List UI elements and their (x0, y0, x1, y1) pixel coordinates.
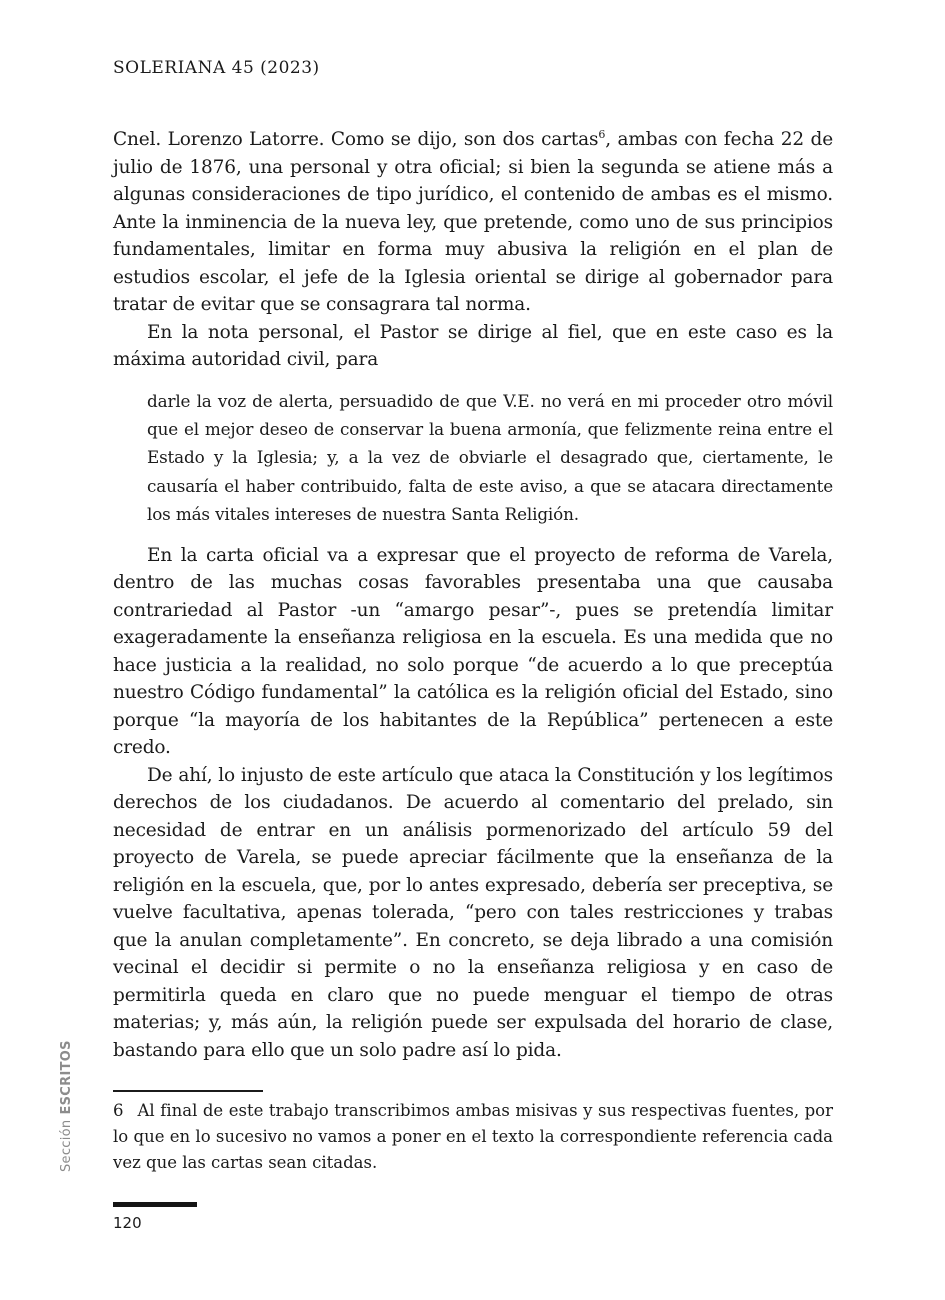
footnote-ref-marker: 6 (598, 127, 606, 141)
footnote-separator-rule (113, 1090, 263, 1092)
paragraph-text: Cnel. Lorenzo Latorre. Como se dijo, son dos cartas (113, 129, 599, 150)
paragraph-1 (113, 126, 833, 319)
footnote-number: 6 (113, 1101, 124, 1120)
paragraph-4: De ahí, lo injusto de este artículo que ataca la Constitución y los legítimos derechos de los ciudadanos. De acuerdo al comentario del prelado, sin necesidad de entrar en un análisis pormenorizado del artículo 59 del proyecto de Varela, se puede apreciar fácilmente que la enseñanza de la religión en la escuela, que, por lo antes expresado, debería ser preceptiva, se vuelve facultativa, apenas tolerada, “pero con tales restricciones y trabas que la anulan completamente”. En concreto, se deja librado a una comisión vecinal el decidir si permite o no la enseñanza religiosa y en caso de permitirla queda en claro que no puede menguar el tiempo de otras materias; y, más aún, la religión puede ser expulsada del horario de clase, bastando para ello que un solo padre así lo pida. (113, 764, 833, 1061)
block-quote: darle la voz de alerta, persuadido de que V.E. no verá en mi proceder otro móvil que el mejor deseo de conservar la buena armonía, que felizmente reina entre el Estado y la Iglesia; y, a la vez de obviarle el desagrado que, ciertamente, le causaría el haber contribuido, falta de este aviso, a que se atacara directamente los más vitales intereses de nuestra Santa Religión. (147, 390, 833, 525)
page-footer (113, 1202, 197, 1232)
body-text (113, 126, 833, 1064)
page-number: 120 (113, 1213, 142, 1232)
footnote (113, 1098, 833, 1176)
page-number-rule (113, 1202, 197, 1207)
section-word: Sección (59, 1119, 74, 1172)
paragraph-text: , ambas con fecha 22 de julio de 1876, una personal y otra oficial; si bien la segunda se atiene más a algunas consideraciones de tipo jurídico, el contenido de ambas es el mismo. Ante la inminencia de la nueva ley, que pretende, como uno de sus principios fundamentales, limitar en forma muy abusiva la religión en el plan de estudios escolar, el jefe de la Iglesia oriental se dirige al gobernador para tratar de evitar que se consagrara tal norma. (113, 129, 833, 315)
paragraph-3: En la carta oficial va a expresar que el proyecto de reforma de Varela, dentro de las muchas cosas favorables presentaba una que causaba contrariedad al Pastor -un “amargo pesar”-, pues se pretendía limitar exageradamente la enseñanza religiosa en la escuela. Es una medida que no hace justicia a la realidad, no solo porque “de acuerdo a lo que preceptúa nuestro Código fundamental” la católica es la religión oficial del Estado, sino porque “la mayoría de los habitantes de la República” pertenecen a este credo. (113, 544, 833, 759)
section-name: ESCRITOS (59, 1040, 74, 1115)
footnote-area (113, 1090, 833, 1176)
journal-title: SOLERIANA 45 (2023) (113, 58, 320, 78)
footnote-text: Al final de este trabajo transcribimos ambas misivas y sus respectivas fuentes, por lo que en lo sucesivo no vamos a poner en el texto la correspondiente referencia cada vez que las cartas sean citadas. (113, 1101, 833, 1172)
paragraph-2: En la nota personal, el Pastor se dirige al fiel, que en este caso es la máxima autoridad civil, para (113, 321, 833, 370)
section-sidebar-label (59, 1040, 74, 1172)
